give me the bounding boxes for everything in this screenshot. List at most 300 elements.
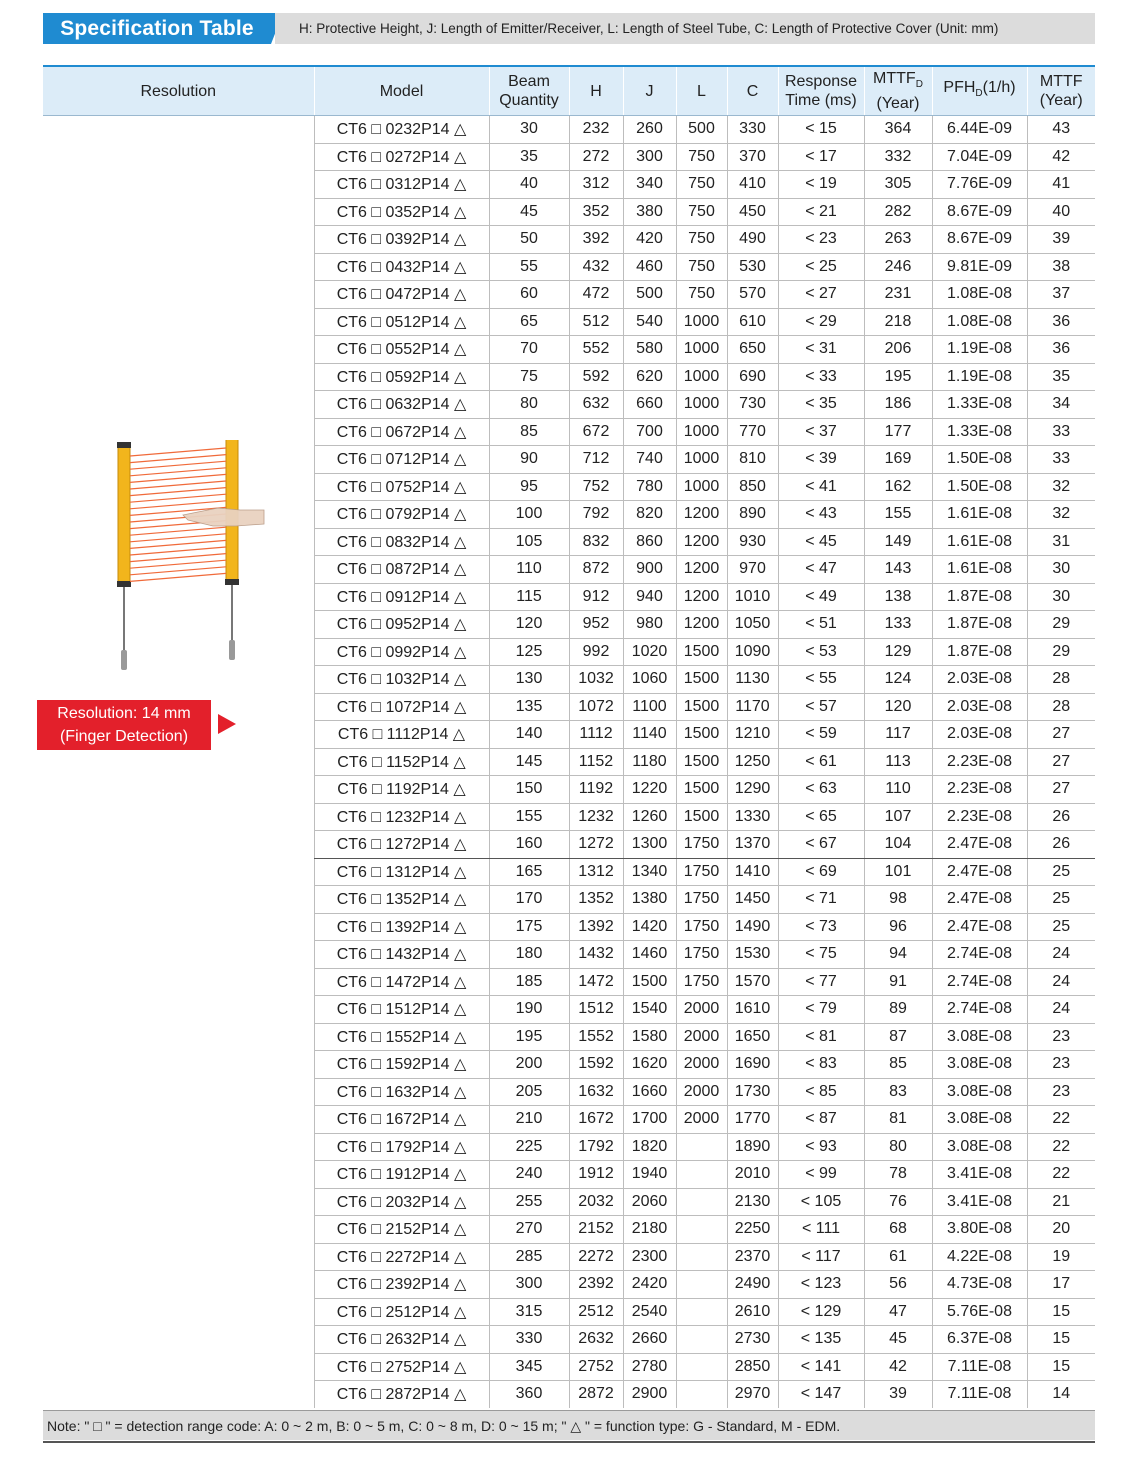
cell-response-time: < 51 bbox=[778, 611, 864, 639]
cell-beam-quantity: 65 bbox=[489, 308, 569, 336]
cell-mttfd: 80 bbox=[864, 1133, 932, 1161]
cell-mttfd: 42 bbox=[864, 1353, 932, 1381]
cell-j: 1260 bbox=[623, 803, 676, 831]
cell-h: 1432 bbox=[569, 941, 623, 969]
cell-j: 1500 bbox=[623, 968, 676, 996]
dimension-legend: H: Protective Height, J: Length of Emitter/Receiver, L: Length of Steel Tube, C: Length of Protective Cover (Unit: mm) bbox=[275, 13, 1095, 44]
cell-mttf: 36 bbox=[1027, 308, 1095, 336]
cell-pfhd: 1.33E-08 bbox=[932, 418, 1027, 446]
cell-j: 900 bbox=[623, 556, 676, 584]
cell-j: 620 bbox=[623, 363, 676, 391]
cell-j: 2900 bbox=[623, 1381, 676, 1408]
cell-model: CT6 □ 2512P14 △ bbox=[314, 1298, 489, 1326]
cell-h: 2152 bbox=[569, 1216, 623, 1244]
cell-j: 500 bbox=[623, 281, 676, 309]
cell-model: CT6 □ 1152P14 △ bbox=[314, 748, 489, 776]
cell-mttfd: 76 bbox=[864, 1188, 932, 1216]
cell-pfhd: 4.22E-08 bbox=[932, 1243, 1027, 1271]
cell-l: 1000 bbox=[676, 418, 727, 446]
cell-mttf: 42 bbox=[1027, 143, 1095, 171]
light-beam bbox=[130, 527, 226, 535]
cell-mttf: 38 bbox=[1027, 253, 1095, 281]
cell-h: 1672 bbox=[569, 1106, 623, 1134]
cell-j: 1460 bbox=[623, 941, 676, 969]
cell-mttf: 24 bbox=[1027, 996, 1095, 1024]
cell-h: 352 bbox=[569, 198, 623, 226]
cell-c: 1210 bbox=[727, 721, 778, 749]
cell-pfhd: 1.61E-08 bbox=[932, 501, 1027, 529]
cell-beam-quantity: 55 bbox=[489, 253, 569, 281]
cell-model: CT6 □ 2632P14 △ bbox=[314, 1326, 489, 1354]
cell-l: 1750 bbox=[676, 886, 727, 914]
cell-c: 2970 bbox=[727, 1381, 778, 1408]
cell-model: CT6 □ 0912P14 △ bbox=[314, 583, 489, 611]
cell-model: CT6 □ 1312P14 △ bbox=[314, 858, 489, 886]
cell-c: 1650 bbox=[727, 1023, 778, 1051]
cell-l bbox=[676, 1381, 727, 1408]
cell-c: 1730 bbox=[727, 1078, 778, 1106]
pointer-arrow-icon bbox=[218, 714, 236, 734]
cell-model: CT6 □ 0512P14 △ bbox=[314, 308, 489, 336]
cell-h: 872 bbox=[569, 556, 623, 584]
cell-j: 2540 bbox=[623, 1298, 676, 1326]
cell-beam-quantity: 60 bbox=[489, 281, 569, 309]
cell-c: 1170 bbox=[727, 693, 778, 721]
light-beam bbox=[130, 474, 226, 482]
cell-pfhd: 1.33E-08 bbox=[932, 391, 1027, 419]
cell-c: 2850 bbox=[727, 1353, 778, 1381]
cell-response-time: < 33 bbox=[778, 363, 864, 391]
cell-mttf: 25 bbox=[1027, 858, 1095, 886]
cell-mttf: 22 bbox=[1027, 1161, 1095, 1189]
cell-response-time: < 123 bbox=[778, 1271, 864, 1299]
cell-mttf: 32 bbox=[1027, 473, 1095, 501]
cell-model: CT6 □ 0592P14 △ bbox=[314, 363, 489, 391]
cell-pfhd: 3.08E-08 bbox=[932, 1023, 1027, 1051]
resolution-label-line1: Resolution: 14 mm bbox=[57, 705, 191, 722]
cell-beam-quantity: 185 bbox=[489, 968, 569, 996]
cell-response-time: < 135 bbox=[778, 1326, 864, 1354]
cell-c: 1130 bbox=[727, 666, 778, 694]
cell-pfhd: 5.76E-08 bbox=[932, 1298, 1027, 1326]
cell-beam-quantity: 200 bbox=[489, 1051, 569, 1079]
cell-h: 1112 bbox=[569, 721, 623, 749]
cell-pfhd: 8.67E-09 bbox=[932, 226, 1027, 254]
cell-beam-quantity: 125 bbox=[489, 638, 569, 666]
cell-beam-quantity: 100 bbox=[489, 501, 569, 529]
cell-l: 1500 bbox=[676, 721, 727, 749]
cell-h: 992 bbox=[569, 638, 623, 666]
cell-h: 2752 bbox=[569, 1353, 623, 1381]
cell-l: 1200 bbox=[676, 611, 727, 639]
cell-c: 1770 bbox=[727, 1106, 778, 1134]
cell-mttfd: 218 bbox=[864, 308, 932, 336]
cell-h: 712 bbox=[569, 446, 623, 474]
cell-pfhd: 1.50E-08 bbox=[932, 473, 1027, 501]
cell-l: 1500 bbox=[676, 776, 727, 804]
cell-l: 2000 bbox=[676, 1023, 727, 1051]
cell-model: CT6 □ 1592P14 △ bbox=[314, 1051, 489, 1079]
cell-beam-quantity: 75 bbox=[489, 363, 569, 391]
cell-response-time: < 111 bbox=[778, 1216, 864, 1244]
cell-pfhd: 3.08E-08 bbox=[932, 1051, 1027, 1079]
cell-model: CT6 □ 2392P14 △ bbox=[314, 1271, 489, 1299]
cell-mttf: 24 bbox=[1027, 968, 1095, 996]
cell-h: 2632 bbox=[569, 1326, 623, 1354]
cell-l: 2000 bbox=[676, 1051, 727, 1079]
light-beam bbox=[130, 468, 226, 476]
cell-l: 1500 bbox=[676, 748, 727, 776]
cell-mttf: 15 bbox=[1027, 1353, 1095, 1381]
cell-h: 1912 bbox=[569, 1161, 623, 1189]
cell-beam-quantity: 360 bbox=[489, 1381, 569, 1408]
cell-h: 1592 bbox=[569, 1051, 623, 1079]
cell-model: CT6 □ 0472P14 △ bbox=[314, 281, 489, 309]
col-response-time: Response Time (ms) bbox=[778, 66, 864, 116]
cell-mttf: 39 bbox=[1027, 226, 1095, 254]
cell-h: 832 bbox=[569, 528, 623, 556]
light-beam bbox=[130, 540, 226, 548]
cell-h: 472 bbox=[569, 281, 623, 309]
cell-pfhd: 2.47E-08 bbox=[932, 913, 1027, 941]
cell-c: 850 bbox=[727, 473, 778, 501]
cell-response-time: < 117 bbox=[778, 1243, 864, 1271]
cell-response-time: < 23 bbox=[778, 226, 864, 254]
cell-response-time: < 27 bbox=[778, 281, 864, 309]
page-title: Specification Table bbox=[43, 13, 271, 44]
cell-c: 930 bbox=[727, 528, 778, 556]
cell-j: 1580 bbox=[623, 1023, 676, 1051]
cell-j: 1020 bbox=[623, 638, 676, 666]
cell-j: 2300 bbox=[623, 1243, 676, 1271]
cell-pfhd: 2.47E-08 bbox=[932, 831, 1027, 859]
cell-mttfd: 143 bbox=[864, 556, 932, 584]
light-beam bbox=[130, 547, 226, 555]
cell-pfhd: 2.23E-08 bbox=[932, 803, 1027, 831]
cell-mttf: 28 bbox=[1027, 693, 1095, 721]
cell-response-time: < 73 bbox=[778, 913, 864, 941]
cell-mttf: 22 bbox=[1027, 1106, 1095, 1134]
cell-h: 1632 bbox=[569, 1078, 623, 1106]
cell-mttf: 15 bbox=[1027, 1326, 1095, 1354]
cell-l: 1000 bbox=[676, 446, 727, 474]
cell-beam-quantity: 255 bbox=[489, 1188, 569, 1216]
cell-h: 552 bbox=[569, 336, 623, 364]
cell-pfhd: 3.08E-08 bbox=[932, 1078, 1027, 1106]
cell-beam-quantity: 115 bbox=[489, 583, 569, 611]
cell-beam-quantity: 140 bbox=[489, 721, 569, 749]
cell-h: 1272 bbox=[569, 831, 623, 859]
cell-mttfd: 129 bbox=[864, 638, 932, 666]
cell-h: 2512 bbox=[569, 1298, 623, 1326]
cell-mttfd: 45 bbox=[864, 1326, 932, 1354]
cell-beam-quantity: 45 bbox=[489, 198, 569, 226]
cell-beam-quantity: 225 bbox=[489, 1133, 569, 1161]
cell-response-time: < 15 bbox=[778, 116, 864, 144]
cell-l: 1750 bbox=[676, 831, 727, 859]
cell-c: 2490 bbox=[727, 1271, 778, 1299]
cell-pfhd: 2.03E-08 bbox=[932, 721, 1027, 749]
cell-j: 260 bbox=[623, 116, 676, 144]
cell-model: CT6 □ 0712P14 △ bbox=[314, 446, 489, 474]
cell-response-time: < 93 bbox=[778, 1133, 864, 1161]
cell-j: 2060 bbox=[623, 1188, 676, 1216]
cell-beam-quantity: 195 bbox=[489, 1023, 569, 1051]
cell-j: 940 bbox=[623, 583, 676, 611]
cell-h: 1072 bbox=[569, 693, 623, 721]
cell-pfhd: 1.08E-08 bbox=[932, 281, 1027, 309]
cell-c: 1570 bbox=[727, 968, 778, 996]
cell-mttf: 34 bbox=[1027, 391, 1095, 419]
footnote: Note: " □ " = detection range code: A: 0 ~ 2 m, B: 0 ~ 5 m, C: 0 ~ 8 m, D: 0 ~ 15 m; " △ " = function type: G - Standard, M - EDM. bbox=[43, 1410, 1095, 1440]
light-beam bbox=[130, 461, 226, 469]
cell-beam-quantity: 160 bbox=[489, 831, 569, 859]
cell-h: 2032 bbox=[569, 1188, 623, 1216]
cell-mttfd: 149 bbox=[864, 528, 932, 556]
cell-response-time: < 41 bbox=[778, 473, 864, 501]
cell-model: CT6 □ 0752P14 △ bbox=[314, 473, 489, 501]
cell-model: CT6 □ 1552P14 △ bbox=[314, 1023, 489, 1051]
cell-beam-quantity: 120 bbox=[489, 611, 569, 639]
light-beam bbox=[130, 448, 226, 456]
cell-mttf: 27 bbox=[1027, 748, 1095, 776]
cell-j: 380 bbox=[623, 198, 676, 226]
cell-c: 1370 bbox=[727, 831, 778, 859]
cell-model: CT6 □ 1432P14 △ bbox=[314, 941, 489, 969]
cell-model: CT6 □ 1392P14 △ bbox=[314, 913, 489, 941]
cell-l bbox=[676, 1188, 727, 1216]
cell-pfhd: 1.87E-08 bbox=[932, 638, 1027, 666]
cell-model: CT6 □ 0392P14 △ bbox=[314, 226, 489, 254]
cell-h: 512 bbox=[569, 308, 623, 336]
cell-c: 610 bbox=[727, 308, 778, 336]
cell-model: CT6 □ 1512P14 △ bbox=[314, 996, 489, 1024]
cell-mttf: 30 bbox=[1027, 583, 1095, 611]
cell-pfhd: 3.41E-08 bbox=[932, 1161, 1027, 1189]
cell-j: 1540 bbox=[623, 996, 676, 1024]
cell-response-time: < 81 bbox=[778, 1023, 864, 1051]
cell-beam-quantity: 130 bbox=[489, 666, 569, 694]
cell-mttf: 20 bbox=[1027, 1216, 1095, 1244]
col-l: L bbox=[676, 66, 727, 116]
cell-c: 370 bbox=[727, 143, 778, 171]
cell-l: 1000 bbox=[676, 308, 727, 336]
cell-j: 2420 bbox=[623, 1271, 676, 1299]
cell-l: 1500 bbox=[676, 693, 727, 721]
cell-j: 780 bbox=[623, 473, 676, 501]
cell-l: 1500 bbox=[676, 803, 727, 831]
cell-mttf: 33 bbox=[1027, 418, 1095, 446]
cell-pfhd: 1.87E-08 bbox=[932, 611, 1027, 639]
cell-j: 1420 bbox=[623, 913, 676, 941]
cell-mttf: 28 bbox=[1027, 666, 1095, 694]
col-pfhd: $PFH_D(1/h)$ bbox=[932, 66, 1027, 116]
cell-j: 1100 bbox=[623, 693, 676, 721]
table-row bbox=[43, 116, 1095, 144]
cell-response-time: < 75 bbox=[778, 941, 864, 969]
cell-beam-quantity: 210 bbox=[489, 1106, 569, 1134]
cell-mttfd: 101 bbox=[864, 858, 932, 886]
cell-h: 272 bbox=[569, 143, 623, 171]
cell-mttf: 40 bbox=[1027, 198, 1095, 226]
cell-mttfd: 83 bbox=[864, 1078, 932, 1106]
cell-c: 1010 bbox=[727, 583, 778, 611]
cell-beam-quantity: 80 bbox=[489, 391, 569, 419]
cell-beam-quantity: 145 bbox=[489, 748, 569, 776]
cell-c: 1530 bbox=[727, 941, 778, 969]
cell-h: 1352 bbox=[569, 886, 623, 914]
light-beam bbox=[130, 481, 226, 489]
cell-h: 2272 bbox=[569, 1243, 623, 1271]
cell-pfhd: 2.74E-08 bbox=[932, 968, 1027, 996]
cell-mttfd: 104 bbox=[864, 831, 932, 859]
cell-response-time: < 59 bbox=[778, 721, 864, 749]
cell-h: 792 bbox=[569, 501, 623, 529]
cell-model: CT6 □ 0272P14 △ bbox=[314, 143, 489, 171]
cell-c: 2370 bbox=[727, 1243, 778, 1271]
cell-model: CT6 □ 0232P14 △ bbox=[314, 116, 489, 144]
cell-l: 1200 bbox=[676, 501, 727, 529]
cell-response-time: < 105 bbox=[778, 1188, 864, 1216]
light-beam bbox=[130, 501, 226, 509]
cell-l bbox=[676, 1243, 727, 1271]
cell-mttf: 26 bbox=[1027, 803, 1095, 831]
cell-model: CT6 □ 0552P14 △ bbox=[314, 336, 489, 364]
cell-model: CT6 □ 0432P14 △ bbox=[314, 253, 489, 281]
cell-model: CT6 □ 1472P14 △ bbox=[314, 968, 489, 996]
cell-model: CT6 □ 0632P14 △ bbox=[314, 391, 489, 419]
bottom-rule bbox=[43, 1441, 1095, 1443]
cell-mttf: 31 bbox=[1027, 528, 1095, 556]
cell-beam-quantity: 175 bbox=[489, 913, 569, 941]
col-beam-quantity: Beam Quantity bbox=[489, 66, 569, 116]
cell-mttfd: 117 bbox=[864, 721, 932, 749]
cell-mttfd: 56 bbox=[864, 1271, 932, 1299]
cell-c: 1090 bbox=[727, 638, 778, 666]
light-curtain-illustration bbox=[68, 440, 268, 680]
cell-model: CT6 □ 1912P14 △ bbox=[314, 1161, 489, 1189]
cell-l: 750 bbox=[676, 281, 727, 309]
cell-pfhd: 2.03E-08 bbox=[932, 666, 1027, 694]
cell-beam-quantity: 330 bbox=[489, 1326, 569, 1354]
cell-pfhd: 3.08E-08 bbox=[932, 1133, 1027, 1161]
cell-j: 1060 bbox=[623, 666, 676, 694]
light-beam bbox=[130, 560, 226, 568]
cell-model: CT6 □ 1232P14 △ bbox=[314, 803, 489, 831]
cell-mttf: 26 bbox=[1027, 831, 1095, 859]
cell-j: 1300 bbox=[623, 831, 676, 859]
cell-l: 1500 bbox=[676, 638, 727, 666]
cell-pfhd: 1.50E-08 bbox=[932, 446, 1027, 474]
cell-pfhd: 1.08E-08 bbox=[932, 308, 1027, 336]
cell-j: 540 bbox=[623, 308, 676, 336]
cell-beam-quantity: 345 bbox=[489, 1353, 569, 1381]
cell-c: 570 bbox=[727, 281, 778, 309]
cell-mttfd: 96 bbox=[864, 913, 932, 941]
cell-j: 740 bbox=[623, 446, 676, 474]
cell-l: 2000 bbox=[676, 996, 727, 1024]
cell-l: 1750 bbox=[676, 858, 727, 886]
cell-mttf: 37 bbox=[1027, 281, 1095, 309]
cell-mttfd: 332 bbox=[864, 143, 932, 171]
cell-response-time: < 69 bbox=[778, 858, 864, 886]
cell-mttfd: 282 bbox=[864, 198, 932, 226]
col-h: H bbox=[569, 66, 623, 116]
cell-h: 432 bbox=[569, 253, 623, 281]
cell-model: CT6 □ 2032P14 △ bbox=[314, 1188, 489, 1216]
cell-response-time: < 85 bbox=[778, 1078, 864, 1106]
resolution-label-line2: (Finger Detection) bbox=[59, 728, 189, 745]
cell-j: 300 bbox=[623, 143, 676, 171]
cell-pfhd: 3.41E-08 bbox=[932, 1188, 1027, 1216]
cell-mttfd: 81 bbox=[864, 1106, 932, 1134]
cell-c: 410 bbox=[727, 171, 778, 199]
cell-response-time: < 63 bbox=[778, 776, 864, 804]
cell-j: 1220 bbox=[623, 776, 676, 804]
cell-beam-quantity: 170 bbox=[489, 886, 569, 914]
cell-pfhd: 2.74E-08 bbox=[932, 996, 1027, 1024]
cell-l: 2000 bbox=[676, 1078, 727, 1106]
cell-beam-quantity: 150 bbox=[489, 776, 569, 804]
cell-j: 420 bbox=[623, 226, 676, 254]
cell-mttfd: 39 bbox=[864, 1381, 932, 1408]
cell-j: 860 bbox=[623, 528, 676, 556]
cell-pfhd: 1.19E-08 bbox=[932, 363, 1027, 391]
cell-j: 580 bbox=[623, 336, 676, 364]
cell-pfhd: 2.23E-08 bbox=[932, 776, 1027, 804]
cell-c: 330 bbox=[727, 116, 778, 144]
cell-beam-quantity: 315 bbox=[489, 1298, 569, 1326]
cell-mttf: 17 bbox=[1027, 1271, 1095, 1299]
cell-beam-quantity: 300 bbox=[489, 1271, 569, 1299]
cell-response-time: < 45 bbox=[778, 528, 864, 556]
cell-model: CT6 □ 2152P14 △ bbox=[314, 1216, 489, 1244]
cell-model: CT6 □ 1192P14 △ bbox=[314, 776, 489, 804]
cell-l bbox=[676, 1271, 727, 1299]
cell-j: 1340 bbox=[623, 858, 676, 886]
cell-c: 2010 bbox=[727, 1161, 778, 1189]
cell-j: 1180 bbox=[623, 748, 676, 776]
cell-response-time: < 35 bbox=[778, 391, 864, 419]
cell-mttf: 29 bbox=[1027, 611, 1095, 639]
cell-model: CT6 □ 1792P14 △ bbox=[314, 1133, 489, 1161]
cell-mttfd: 195 bbox=[864, 363, 932, 391]
cell-beam-quantity: 270 bbox=[489, 1216, 569, 1244]
cell-mttf: 29 bbox=[1027, 638, 1095, 666]
cell-mttf: 36 bbox=[1027, 336, 1095, 364]
cell-c: 1890 bbox=[727, 1133, 778, 1161]
cell-l bbox=[676, 1326, 727, 1354]
cell-l: 1200 bbox=[676, 556, 727, 584]
cell-response-time: < 53 bbox=[778, 638, 864, 666]
cell-response-time: < 49 bbox=[778, 583, 864, 611]
cell-response-time: < 29 bbox=[778, 308, 864, 336]
cell-response-time: < 83 bbox=[778, 1051, 864, 1079]
cell-mttfd: 133 bbox=[864, 611, 932, 639]
cell-l bbox=[676, 1216, 727, 1244]
cell-c: 490 bbox=[727, 226, 778, 254]
cell-mttf: 24 bbox=[1027, 941, 1095, 969]
cell-c: 2610 bbox=[727, 1298, 778, 1326]
cell-beam-quantity: 70 bbox=[489, 336, 569, 364]
cell-mttf: 21 bbox=[1027, 1188, 1095, 1216]
cell-l: 1000 bbox=[676, 336, 727, 364]
cell-response-time: < 43 bbox=[778, 501, 864, 529]
cell-l: 1200 bbox=[676, 583, 727, 611]
cell-mttfd: 94 bbox=[864, 941, 932, 969]
col-model: Model bbox=[314, 66, 489, 116]
cell-response-time: < 57 bbox=[778, 693, 864, 721]
